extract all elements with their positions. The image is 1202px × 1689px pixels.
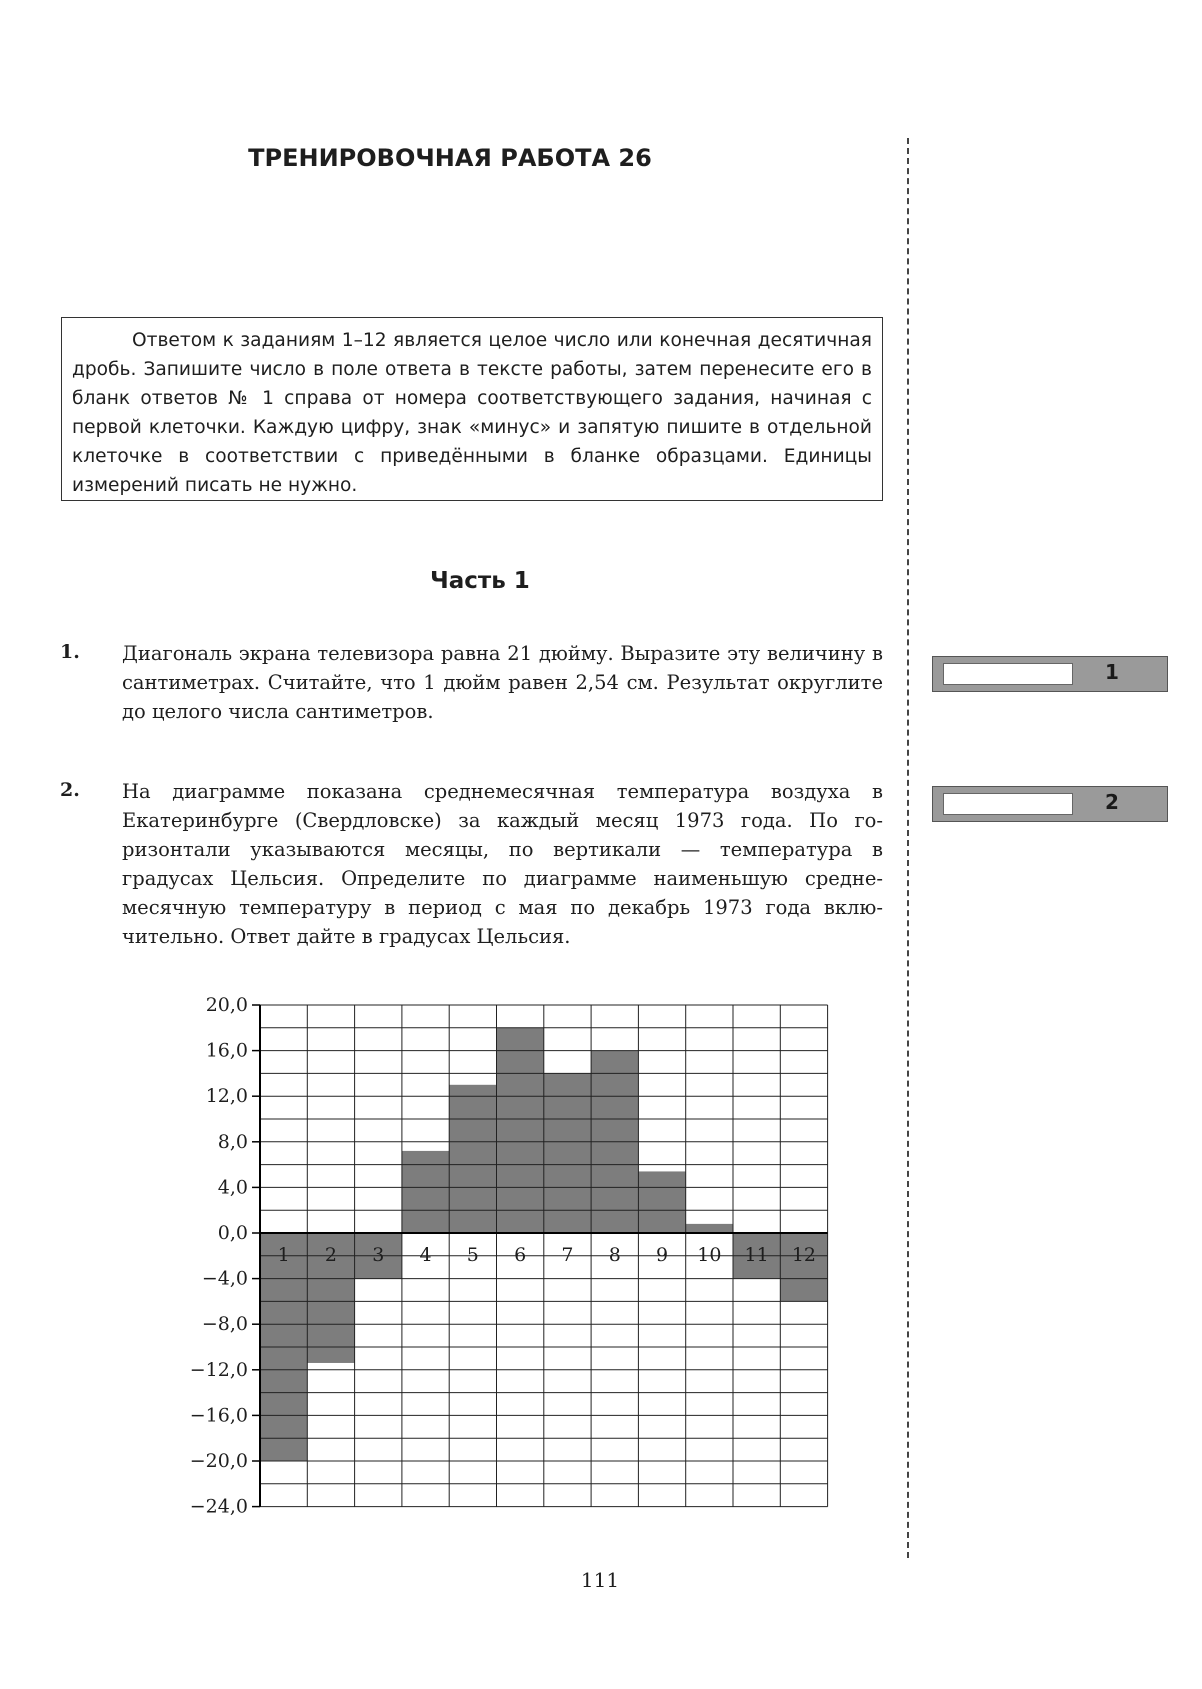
y-tick-label: 12,0 [205,1085,248,1108]
bar-month-6 [497,1028,544,1233]
x-tick-label-11: 11 [744,1244,769,1266]
answer-box-2 [932,786,1168,822]
y-tick-label: −20,0 [189,1450,248,1472]
page-title: ТРЕНИРОВОЧНАЯ РАБОТА 26 [248,144,652,172]
y-tick-label: 16,0 [205,1039,248,1062]
y-tick-label: −8,0 [201,1313,248,1336]
x-tick-label-12: 12 [791,1244,817,1266]
bar-month-9 [638,1171,685,1233]
x-tick-label-6: 6 [514,1244,527,1266]
bar-month-5 [449,1085,496,1233]
y-tick-label: −4,0 [201,1267,248,1290]
x-tick-label-4: 4 [419,1244,432,1266]
y-tick-label: −24,0 [189,1495,248,1518]
answer-field-2[interactable] [943,793,1073,815]
x-tick-label-10: 10 [697,1244,722,1266]
bar-month-7 [544,1073,591,1233]
x-tick-label-3: 3 [372,1244,385,1266]
bar-month-4 [402,1151,449,1233]
x-tick-label-2: 2 [324,1244,337,1266]
answer-box-2-label: 2 [1105,790,1119,814]
answer-box-1-label: 1 [1105,660,1119,684]
temperature-chart [170,990,830,1520]
y-tick-label: −12,0 [189,1358,248,1381]
answer-field-1[interactable] [943,663,1073,685]
x-tick-label-9: 9 [656,1244,669,1266]
cut-line [907,138,909,1558]
task-2-text: На диаграмме показана среднемесячная температура воздуха в Екатеринбурге (Свердловске) за каждый месяц 1973 года. По горизонтали указываются месяцы, по вертикали — температура в градусах Цельсия. Определите по диаграмме наименьшую среднемесячную температуру в период с мая по декабрь 1973 года включительно. Ответ дайте в градусах Цельсия. [122,780,883,948]
y-tick-label: 4,0 [217,1176,248,1199]
x-tick-label-1: 1 [277,1244,290,1266]
task-2-number: 2. [60,779,80,801]
answer-box-1 [932,656,1168,692]
task-1-text: Диагональ экрана телевизора равна 21 дюйму. Выразите эту величину в сантиметрах. Считайте, что 1 дюйм равен 2,54 см. Результат округлите до целого числа сантиметров. [122,642,883,723]
bar-month-10 [686,1224,733,1233]
x-tick-label-8: 8 [608,1244,621,1266]
y-tick-label: 8,0 [217,1130,248,1153]
instruction-box: Ответом к заданиям 1–12 является целое число или конечная десятичная дробь. Запишите число в поле ответа в тексте работы, затем перенесите его в бланк ответов № 1 справа от номера соответствующего задания, начиная с первой клеточки. Каждую цифру, знак «минус» и запятую пишите в отдельной клеточке в соответствии с приведёнными в бланке образцами. Единицы измерений писать не нужно. [61,317,883,501]
page-number: 111 [580,1568,620,1592]
x-tick-label-5: 5 [466,1244,479,1266]
x-tick-label-7: 7 [561,1244,574,1266]
part-title: Часть 1 [430,568,530,594]
y-tick-label: −16,0 [189,1404,248,1427]
task-1-number: 1. [60,641,80,663]
y-tick-label: 20,0 [205,994,248,1016]
y-tick-label: 0,0 [217,1222,248,1244]
